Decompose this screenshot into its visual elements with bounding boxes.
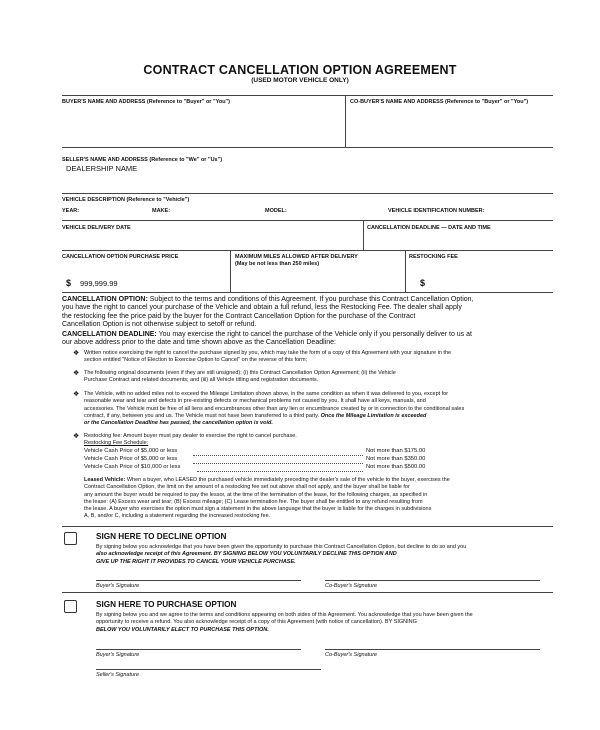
cobuyer-signature-line[interactable] [325, 580, 540, 581]
restock-currency: $ [420, 278, 426, 288]
divider [62, 220, 553, 221]
bullet-icon: ❖ [73, 391, 80, 398]
bullet-written-notice: Written notice exercising the right to cancel the purchase signed by you, which may take the form of a copy of this Agreement with your signature in the section entitled "Notice of Election to Exercise Option to Cancel" on the reverse of this form; [84, 350, 452, 364]
fee-row-leader [193, 455, 363, 456]
decline-option-checkbox[interactable] [64, 532, 77, 545]
fee-row-limit: Not more than $500.00 [366, 464, 426, 470]
divider [62, 526, 553, 527]
bullet-vehicle-condition: The Vehicle, with no added miles not to exceed the Mileage Limitation shown above, in the same condition as when it was delivered to you, except for reasonable wear and tear and defects in pre-existing defects or mechanical problems not caused by you. It shall have all keys, manuals, and accessories. The Vehicle must be free of all liens and encumbrances other than any lien or encumbrance created by or in connection to the conditional sales contract, if any, between you and us. The Vehicle must not have been transferred to a third party. Once the Mileage Limitation is exceeded or the Cancellation Deadline has passed, the cancellation option is void. [84, 391, 465, 427]
cobuyer-signature-label: Co-Buyer's Signature [325, 652, 378, 658]
fee-row-leader [193, 463, 363, 464]
cobuyer-name-address-field[interactable] [350, 107, 550, 145]
seller-signature-line[interactable] [96, 669, 321, 670]
cobuyer-signature-label: Co-Buyer's Signature [325, 583, 378, 589]
year-label: YEAR: [62, 208, 80, 214]
leased-vehicle-paragraph: Leased Vehicle: When a buyer, who LEASED the purchased vehicle immediately preceding the dealer's sale of the vehicle to the buyer, exercises the Contract Cancellation Option, the limit on the amount of a restocking fee set out above shall not apply, and the buyer shall be liable for any amount the buyer would be required to pay the lessor, at the time of the termination of the lease, for the following charges, as specified in the lease: (A) Excess wear and tear; (B) Excess mileage; (C) Lease termination fee. The buyer shall be entitled to any refund resulting from the lease. A buyer who exercises the option must sign a statement in the above language that the buyer is liable for the charges in subdivisions A, B, and/or C, including a statement regarding the increased restocking fee. [84, 477, 450, 520]
divider [62, 592, 553, 593]
fee-row-limit: Not more than $350.00 [366, 456, 426, 462]
cancellation-deadline-heading: CANCELLATION DEADLINE: [62, 331, 157, 338]
purchase-option-heading: SIGN HERE TO PURCHASE OPTION [96, 600, 237, 609]
divider [62, 147, 553, 148]
divider [345, 95, 346, 147]
cancellation-deadline-paragraph: CANCELLATION DEADLINE: You may exercise the right to cancel the purchase of the Vehicle only if you personally deliver to us at our above address prior to the date and time shown above as the Cancellation Deadline: [62, 331, 472, 347]
cobuyer-name-address-label: CO-BUYER'S NAME AND ADDRESS (Reference to "Buyer" or "You") [350, 99, 529, 105]
buyer-name-address-field[interactable] [62, 107, 342, 145]
page-title: CONTRACT CANCELLATION OPTION AGREEMENT [143, 63, 457, 77]
leased-vehicle-heading: Leased Vehicle: [84, 477, 126, 483]
purchase-option-text: By signing below you and we agree to the terms and conditions appearing on both sides of this Agreement. You acknowledge that you have been given the opportunity to receive a refund. You also acknowledge receipt of a copy of this Agreement (with notice of cancellation). BY SIGNING BELOW YOU VOLUNTARILY ELECT TO PURCHASE THIS OPTION. [96, 612, 473, 633]
bullet-icon: ❖ [73, 370, 80, 377]
divider [363, 220, 364, 250]
divider [62, 95, 553, 96]
vehicle-description-label: VEHICLE DESCRIPTION (Reference to "Vehicle") [62, 197, 190, 203]
model-label: MODEL: [265, 208, 287, 214]
option-price-label: CANCELLATION OPTION PURCHASE PRICE [62, 254, 179, 260]
divider [405, 250, 406, 292]
seller-name-address-label: SELLER'S NAME AND ADDRESS (Reference to "We" or "Us") [62, 157, 223, 163]
seller-name-address-field[interactable]: DEALERSHIP NAME [66, 164, 138, 173]
cobuyer-signature-line[interactable] [325, 649, 540, 650]
vin-label: VEHICLE IDENTIFICATION NUMBER: [388, 208, 485, 214]
make-label: MAKE: [152, 208, 171, 214]
page-subtitle: (USED MOTOR VEHICLE ONLY) [251, 77, 349, 84]
bullet-original-documents: The following original documents (even if they are still unsigned): (i) this Contract Cancellation Option Agreement; (ii) the Vehicle Purchase Contract and related documents; and (iii) all Vehicle titling and registration documents. [84, 370, 396, 384]
buyer-signature-label: Buyer's Signature [96, 652, 140, 658]
cancellation-deadline-label: CANCELLATION DEADLINE — DATE AND TIME [367, 225, 491, 231]
buyer-signature-line[interactable] [96, 580, 301, 581]
fee-row-label: Vehicle Cash Price of $5,000 or less [84, 456, 178, 462]
fee-row-limit: Not more than $175.00 [366, 448, 426, 454]
divider [62, 193, 553, 194]
buyer-signature-line[interactable] [96, 649, 301, 650]
divider [230, 250, 231, 292]
max-miles-note: (May be not less than 250 miles) [235, 261, 320, 267]
option-price-field[interactable]: 999,999.99 [80, 279, 118, 288]
decline-option-heading: SIGN HERE TO DECLINE OPTION [96, 532, 227, 541]
cancellation-option-heading: CANCELLATION OPTION: [62, 296, 148, 303]
fee-row-label: Vehicle Cash Price of $5,000 or less [84, 448, 178, 454]
buyer-signature-label: Buyer's Signature [96, 583, 140, 589]
fee-row-label: Vehicle Cash Price of $10,000 or less [84, 464, 181, 470]
bullet-icon: ❖ [73, 350, 80, 357]
delivery-date-label: VEHICLE DELIVERY DATE [62, 225, 131, 231]
bullet-icon: ❖ [73, 433, 80, 440]
seller-signature-label: Seller's Signature [96, 672, 139, 678]
buyer-name-address-label: BUYER'S NAME AND ADDRESS (Reference to "Buyer" or "You") [62, 99, 230, 105]
price-currency: $ [66, 278, 72, 288]
cancellation-option-paragraph: CANCELLATION OPTION: Subject to the terms and conditions of this Agreement. If you purchase this Contract Cancellation Option, you have the right to cancel your purchase of the Vehicle and obtain a full refund, less the Restocking Fee. The dealer shall apply the restocking fee the price paid by the buyer for the Contract Cancellation Option for the purchase of the Contract Cancellation Option is not otherwise subject to setoff or refund. [62, 296, 474, 328]
purchase-option-checkbox[interactable] [64, 600, 77, 613]
decline-option-text: By signing below you acknowledge that you have been given the opportunity to purchase this Contract Cancellation Option, but decline to do so and you also acknowledge receipt of this Agreement. BY SIGNING BELOW YOU VOLUNTARILY DECLINE THIS OPTION AND GIVE UP THE RIGHT IT PROVIDES TO CANCEL YOUR VEHICLE PURCHASE. [96, 544, 467, 565]
divider [62, 250, 553, 251]
restocking-fee-label: RESTOCKING FEE [409, 254, 458, 260]
divider [62, 292, 553, 293]
restocking-fee-intro: Restocking fee: Amount buyer must pay dealer to exercise the right to cancel purchase. Restocking Fee Schedule: [84, 433, 297, 447]
max-miles-label: MAXIMUM MILES ALLOWED AFTER DELIVERY [235, 254, 358, 260]
fee-row-leader [197, 471, 363, 472]
